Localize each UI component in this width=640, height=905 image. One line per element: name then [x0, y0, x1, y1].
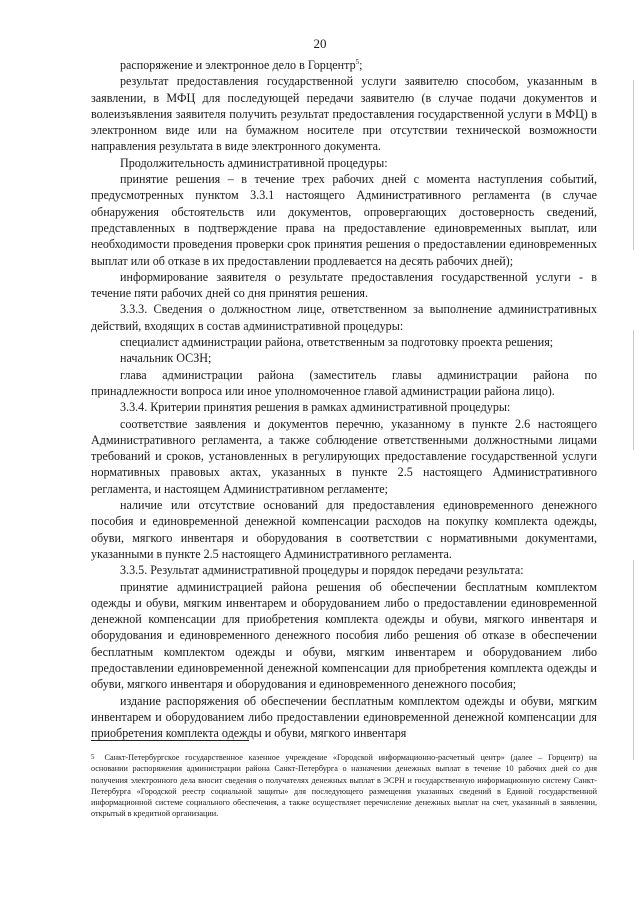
paragraph-13: 3.3.5. Результат административной процедуры и порядок передачи результата: [120, 563, 524, 578]
paragraph-4: принятие решения – в течение трех рабочих дней с момента наступления событий, предусмотренных пунктом 3.3.1 настоящего Административного регламента (в случае обнаружения обстоятельств или документов, опровергающих достоверность сведений, представленных в подтверждение права на предоставление единовременных выплат, или необходимости проведения проверки срок принятия решения о предоставлении единовременных выплат или об отказе в их предоставлении продлевается на десять рабочих дней); [91, 172, 597, 268]
scan-edge-mark [633, 330, 634, 450]
paragraph-7: специалист администрации района, ответственным за подготовку проекта решения; [120, 335, 554, 350]
paragraph-11: соответствие заявления и документов перечню, указанному в пункте 2.6 настоящего Административного регламента, а также соблюдение ответственными должностными лицами требований и сроков, установленных в регулирующих предоставление государственной услуги нормативных правовых актах, указанных в пункте 2.5 настоящего Административного регламента, и настоящем Административном регламенте; [91, 416, 597, 496]
paragraph-14: принятие администрацией района решения об обеспечении бесплатным комплектом одежды и обуви, мягким инвентарем и оборудованием либо о предоставлении единовременной денежной компенсации для приобретения комплекта одежды и обуви, мягкого инвентаря и оборудования и единовременного денежного пособия либо решения об отказе в обеспечении бесплатным комплектом одежды и обуви, мягким инвентарем и оборудованием либо предоставлении единовременной денежной компенсации для приобретения комплекта одежды и обуви, мягкого инвентаря и оборудования и единовременного денежного пособия; [91, 579, 597, 692]
footnote-reference-suffix: ; [359, 58, 363, 72]
paragraph-5: информирование заявителя о результате предоставления государственной услуги - в течение пяти рабочих дней со дня принятия решения. [91, 269, 597, 301]
footnote-text: Санкт-Петербургское государственное казенное учреждение «Городской информационно-расчетный центр» (далее – Горцентр) на основании распоряжения администрации района Санкт-Петербурга о назначении денежных выплат в течение 10 рабочих дней со дня получения электронного дела вносит сведения о получателях денежных выплат в ЭСРН и государственную информационную систему Санкт-Петербурга «Городской реестр социальной защиты» для последующего размещения указанных сведений в Единой государственной информационной системе социального обеспечения, а также осуществляет перечисление денежных выплат на счет, указанный в заявлении, открытый в кредитной организации. [91, 753, 597, 819]
footnote-divider [91, 740, 249, 741]
scan-edge-mark [633, 80, 634, 250]
paragraph-3: Продолжительность административной процедуры: [120, 155, 388, 170]
footnote-reference: 5 [355, 57, 360, 66]
paragraph-6: 3.3.3. Сведения о должностном лице, ответственном за выполнение административных действий, входящих в состав административной процедуры: [91, 302, 597, 333]
page-number: 20 [313, 36, 327, 51]
paragraph-1 [91, 57, 597, 73]
paragraph-2: результат предоставления государственной услуги заявителю способом, указанным в заявлении, в МФЦ для последующей передачи заявителю (в случае подачи документов и волеизъявления заявителя получить результат предоставления государственной услуги в МФЦ) в электронном виде или на бумажном носителе при отсутствии технической возможности направления результата в виде электронного документа. [91, 74, 597, 154]
scan-edge-mark [633, 560, 634, 760]
footnote [91, 752, 597, 820]
paragraph-10: 3.3.4. Критерии принятия решения в рамках административной процедуры: [120, 400, 511, 415]
document-body [91, 57, 597, 741]
paragraph-12: наличие или отсутствие оснований для предоставления единовременного денежного пособия и единовременной денежной компенсации расходов на покупку комплекта одежды, обуви, мягкого инвентаря и оборудования в соответствии с нормативными документами, указанными в пункте 2.5 настоящего Административного регламента. [91, 498, 597, 561]
footnote-number: 5 [91, 753, 95, 761]
paragraph-1-text: распоряжение и электронное дело в Горцентр [120, 58, 356, 72]
paragraph-8: начальник ОСЗН; [120, 351, 212, 366]
paragraph-9: глава администрации района (заместитель главы администрации района по принадлежности вопроса или иное уполномоченное главой администрации района лицо). [91, 367, 597, 398]
paragraph-15: издание распоряжения об обеспечении бесплатным комплектом одежды и обуви, мягким инвентарем и оборудованием либо предоставлении единовременной денежной компенсации для приобретения комплекта одежды и обуви, мягкого инвентаря [91, 693, 597, 741]
